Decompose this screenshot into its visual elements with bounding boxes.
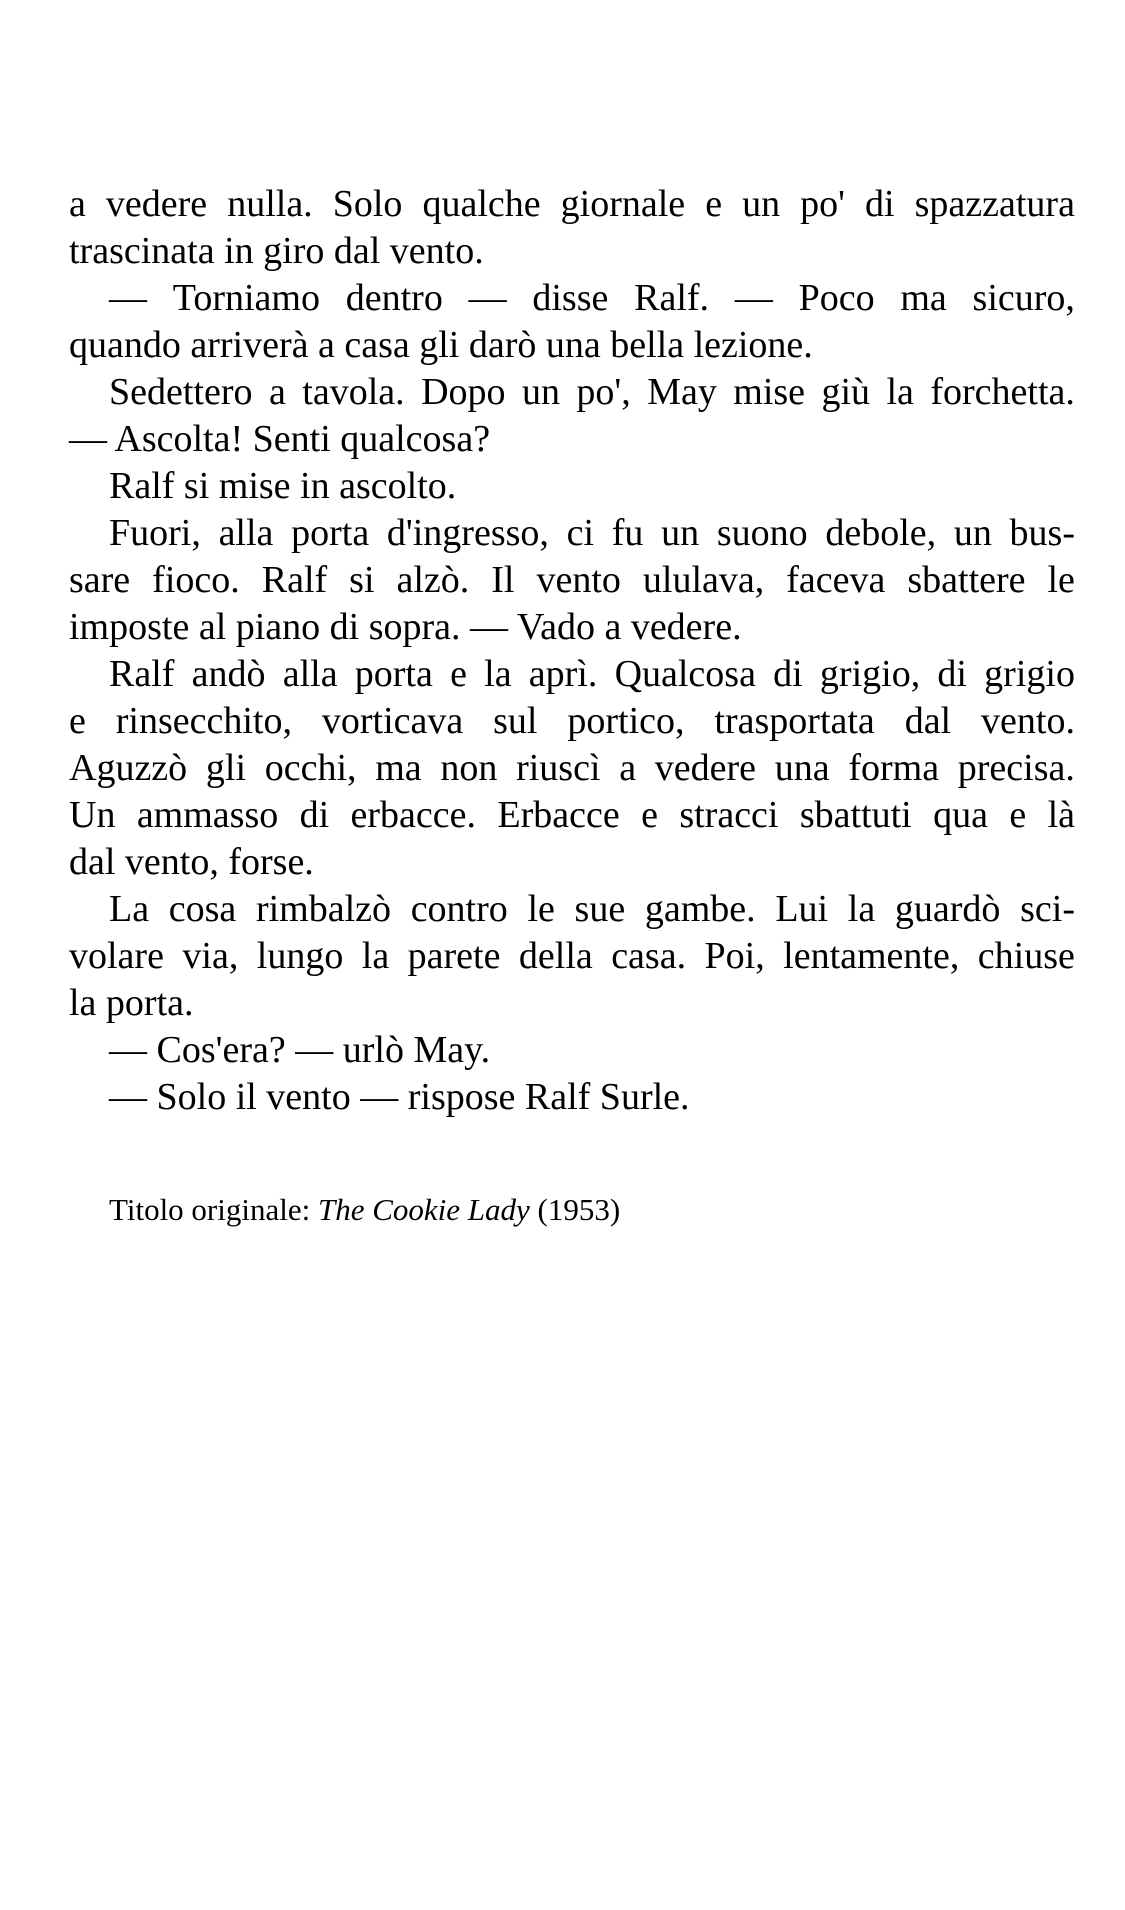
word: vento. bbox=[981, 700, 1075, 742]
word: e bbox=[641, 794, 658, 836]
word: tavola. bbox=[302, 371, 405, 413]
word: disse bbox=[532, 277, 609, 319]
word: vedere bbox=[654, 747, 757, 789]
text-line bbox=[69, 557, 1075, 604]
word: cosa bbox=[168, 888, 237, 930]
word: contro bbox=[410, 888, 508, 930]
word: di bbox=[865, 183, 895, 225]
word: ma bbox=[900, 277, 947, 319]
text-line bbox=[69, 651, 1075, 698]
word: un bbox=[661, 512, 700, 554]
paragraph bbox=[69, 886, 1075, 1027]
word: di bbox=[773, 653, 803, 695]
word: precisa. bbox=[957, 747, 1075, 789]
word: Il bbox=[491, 559, 515, 601]
word: una bbox=[774, 747, 830, 789]
word: Poi, bbox=[704, 935, 765, 977]
text-line: trascinata in giro dal vento. bbox=[69, 230, 484, 272]
word: volare bbox=[69, 935, 164, 977]
text-line: — Solo il vento — rispose Ralf Surle. bbox=[109, 1076, 690, 1118]
word: La bbox=[109, 888, 150, 930]
paragraph bbox=[69, 463, 1075, 510]
word: via, bbox=[182, 935, 239, 977]
text-line bbox=[69, 792, 1075, 839]
text-line: la porta. bbox=[69, 982, 194, 1024]
word: chiuse bbox=[977, 935, 1075, 977]
text-line bbox=[69, 275, 1075, 322]
word: a bbox=[619, 747, 637, 789]
text-line: — Ascolta! Senti qualcosa? bbox=[69, 418, 491, 460]
text-line bbox=[69, 933, 1075, 980]
word: si bbox=[349, 559, 375, 601]
word: occhi, bbox=[264, 747, 357, 789]
word: Ralf bbox=[261, 559, 328, 601]
word: sicuro, bbox=[972, 277, 1075, 319]
word: nulla. bbox=[227, 183, 313, 225]
word: erbacce. bbox=[350, 794, 477, 836]
word: sare bbox=[69, 559, 131, 601]
word: debole, bbox=[825, 512, 937, 554]
word: vento bbox=[536, 559, 621, 601]
word: portico, bbox=[567, 700, 685, 742]
word: po', bbox=[576, 371, 631, 413]
text-line: Ralf si mise in ascolto. bbox=[109, 465, 457, 507]
word: vedere bbox=[105, 183, 208, 225]
word: ululava, bbox=[642, 559, 765, 601]
text-line bbox=[69, 369, 1075, 416]
text-line bbox=[69, 745, 1075, 792]
word: la bbox=[484, 653, 512, 695]
word: di bbox=[299, 794, 330, 836]
word: la bbox=[361, 935, 390, 977]
word: casa. bbox=[611, 935, 687, 977]
word: Qualcosa bbox=[614, 653, 756, 695]
word: Ralf bbox=[109, 653, 175, 695]
word: grigio, bbox=[819, 653, 921, 695]
word: un bbox=[953, 512, 992, 554]
word: rimbalzò bbox=[255, 888, 392, 930]
word: Sedettero bbox=[109, 371, 253, 413]
word: sue bbox=[574, 888, 626, 930]
text-line: dal vento, forse. bbox=[69, 841, 314, 883]
word: e bbox=[705, 183, 723, 225]
word: gli bbox=[205, 747, 247, 789]
word: Lui bbox=[775, 888, 829, 930]
word: parete bbox=[407, 935, 501, 977]
word: ma bbox=[375, 747, 422, 789]
word: bus- bbox=[1009, 512, 1075, 554]
text-block bbox=[69, 181, 1075, 1121]
word: dentro bbox=[345, 277, 443, 319]
word: ci bbox=[566, 512, 595, 554]
word: le bbox=[527, 888, 555, 930]
paragraph bbox=[69, 510, 1075, 651]
word: alzò. bbox=[396, 559, 470, 601]
word: la bbox=[886, 371, 914, 413]
word: sul bbox=[493, 700, 538, 742]
word: della bbox=[518, 935, 593, 977]
word: giornale bbox=[560, 183, 686, 225]
word: di bbox=[937, 653, 967, 695]
word: porta bbox=[354, 653, 433, 695]
word: suono bbox=[716, 512, 808, 554]
word: guardò bbox=[894, 888, 1001, 930]
word: e bbox=[450, 653, 467, 695]
word: le bbox=[1047, 559, 1075, 601]
word: un bbox=[742, 183, 781, 225]
word: fioco. bbox=[152, 559, 240, 601]
word: aprì. bbox=[528, 653, 598, 695]
word: Fuori, bbox=[109, 512, 201, 554]
word: faceva bbox=[786, 559, 886, 601]
word: Erbacce bbox=[497, 794, 620, 836]
word: spazzatura bbox=[914, 183, 1075, 225]
word: d'ingresso, bbox=[386, 512, 549, 554]
word: e bbox=[69, 700, 86, 742]
word: forma bbox=[848, 747, 940, 789]
word: Ralf. bbox=[634, 277, 710, 319]
word: grigio bbox=[984, 653, 1075, 695]
word: a bbox=[268, 371, 286, 413]
word: forchetta. bbox=[930, 371, 1075, 413]
word: sbattere bbox=[907, 559, 1026, 601]
word: qua bbox=[933, 794, 988, 836]
word: là bbox=[1047, 794, 1075, 836]
word: giù bbox=[821, 371, 871, 413]
paragraph bbox=[69, 181, 1075, 275]
word: Poco bbox=[798, 277, 875, 319]
word: lungo bbox=[256, 935, 344, 977]
word: sbattuti bbox=[799, 794, 912, 836]
footnote bbox=[69, 1186, 1075, 1233]
word: gambe. bbox=[644, 888, 756, 930]
paragraph bbox=[69, 369, 1075, 463]
text-line bbox=[69, 181, 1075, 228]
paragraph bbox=[69, 1027, 1075, 1074]
word: riuscì bbox=[516, 747, 601, 789]
word: la bbox=[847, 888, 876, 930]
word: Un bbox=[69, 794, 116, 836]
word: po' bbox=[800, 183, 845, 225]
word: May bbox=[647, 371, 717, 413]
word: alla bbox=[282, 653, 338, 695]
word: ammasso bbox=[136, 794, 279, 836]
text-line bbox=[69, 510, 1075, 557]
word: non bbox=[440, 747, 498, 789]
paragraph bbox=[69, 1074, 1075, 1121]
paragraph bbox=[69, 275, 1075, 369]
word: mise bbox=[733, 371, 806, 413]
word: alla bbox=[218, 512, 274, 554]
word: sci- bbox=[1020, 888, 1075, 930]
word: andò bbox=[191, 653, 266, 695]
word: fu bbox=[611, 512, 644, 554]
word: dal bbox=[904, 700, 952, 742]
paragraph bbox=[69, 651, 1075, 886]
word: qualche bbox=[422, 183, 541, 225]
word: lentamente, bbox=[783, 935, 960, 977]
text-line: quando arriverà a casa gli darò una bella lezione. bbox=[69, 324, 813, 366]
word: stracci bbox=[679, 794, 779, 836]
word: vorticava bbox=[321, 700, 464, 742]
word: rinsecchito, bbox=[115, 700, 292, 742]
footnote-original-title: The Cookie Lady bbox=[317, 1192, 530, 1227]
text-line: imposte al piano di sopra. — Vado a vedere. bbox=[69, 606, 742, 648]
footnote-year: (1953) bbox=[529, 1192, 621, 1227]
text-line bbox=[69, 698, 1075, 745]
word: porta bbox=[291, 512, 370, 554]
word: e bbox=[1009, 794, 1027, 836]
word: Dopo bbox=[421, 371, 506, 413]
word: — bbox=[468, 277, 507, 319]
word: a bbox=[69, 183, 86, 225]
footnote-prefix: Titolo originale: bbox=[109, 1192, 318, 1227]
text-line bbox=[69, 886, 1075, 933]
word: — bbox=[109, 277, 147, 319]
word: Torniamo bbox=[172, 277, 320, 319]
word: Solo bbox=[332, 183, 403, 225]
word: Aguzzò bbox=[69, 747, 188, 789]
word: un bbox=[521, 371, 560, 413]
word: — bbox=[734, 277, 773, 319]
word: trasportata bbox=[714, 700, 875, 742]
text-line: — Cos'era? — urlò May. bbox=[109, 1029, 491, 1071]
